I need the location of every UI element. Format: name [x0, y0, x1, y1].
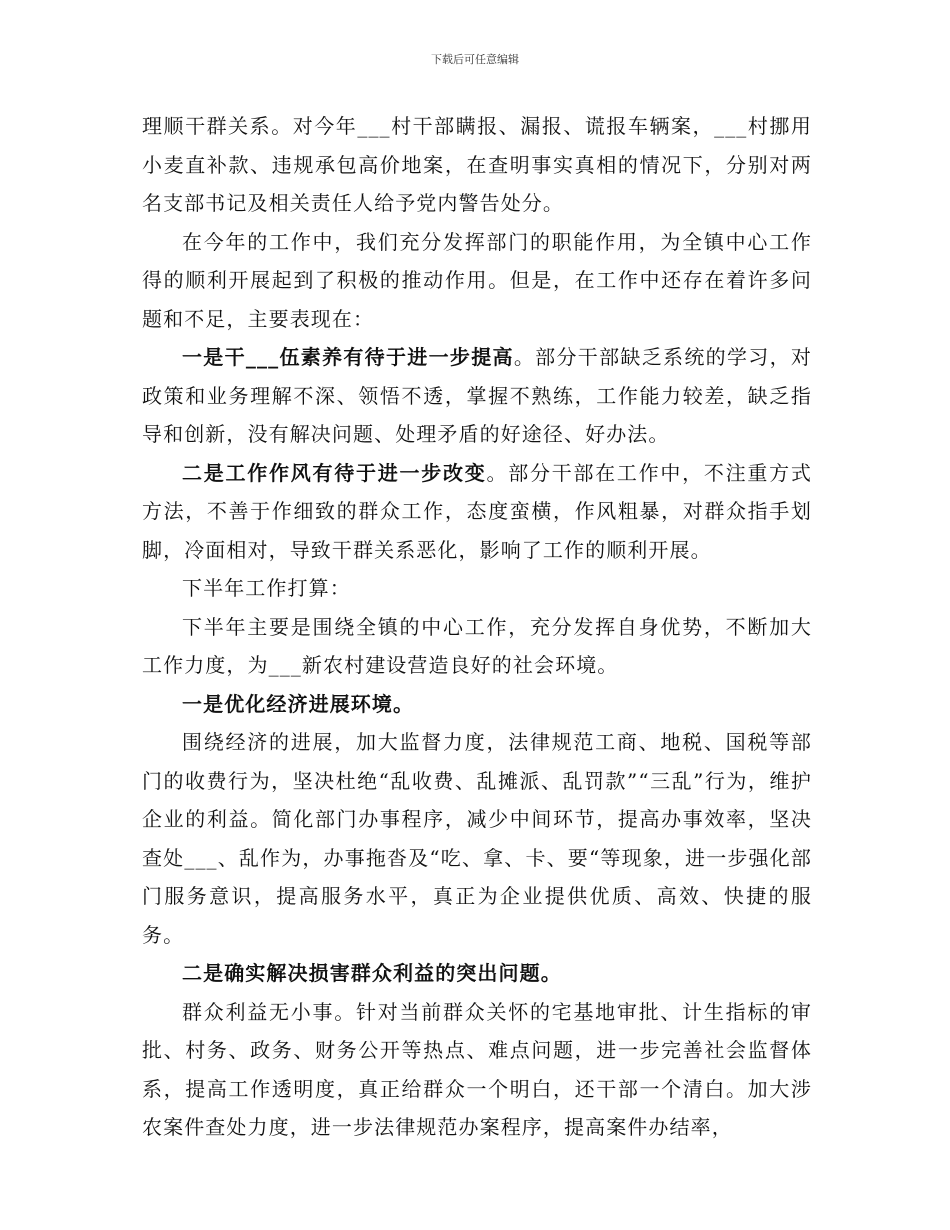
paragraph-4: [142, 454, 812, 570]
paragraph-6: [142, 608, 812, 685]
paragraph-10: [142, 993, 812, 1147]
paragraph-7: [142, 685, 812, 724]
paragraph-text: 理顺干群关系。对今年___村干部瞒报、漏报、谎报车辆案，___村挪用小麦直补款、违规承包高价地案，在查明事实真相的情况下，分别对两名支部书记及相关责任人给予党内警告处分。: [142, 114, 812, 215]
paragraph-text: 下半年主要是围绕全镇的中心工作，充分发挥自身优势，不断加大工作力度，为___新农村建设营造良好的社会环境。: [142, 614, 812, 677]
paragraph-2: [142, 223, 812, 339]
paragraph-9: [142, 954, 812, 993]
paragraph-text: 。部分干部在工作中，不注重方式方法，不善于作细致的群众工作，态度蛮横，作风粗暴，对群众指手划脚，冷面相对，导致干群关系恶化，影响了工作的顺利开展。: [142, 460, 812, 562]
paragraph-1: [142, 107, 812, 223]
paragraph-8: [142, 723, 812, 954]
paragraph-heading: 一是优化经济进展环境。: [182, 691, 415, 716]
paragraph-heading: 二是确实解决损害群众利益的突出问题。: [182, 961, 562, 985]
paragraph-3: [142, 338, 812, 454]
paragraph-text: 群众利益无小事。针对当前群众关怀的宅基地审批、计生指标的审批、村务、政务、财务公开等热点、难点问题，进一步完善社会监督体系，提高工作透明度，真正给群众一个明白，还干部一个清白。加大涉农案件查处力度，进一步法律规范办案程序，提高案件办结率，: [142, 999, 812, 1139]
page-header: 下载后可任意编辑: [431, 53, 519, 66]
paragraph-text: 围绕经济的进展，加大监督力度，法律规范工商、地税、国税等部门的收费行为，坚决杜绝“乱收费、乱摊派、乱罚款”“三乱”行为，维护企业的利益。简化部门办事程序，减少中间环节，提高办事效率，坚决查处___、乱作为，办事拖沓及“吃、拿、卡、要“等现象，进一步强化部门服务意识，提高服务水平，真正为企业提供优质、高效、快捷的服务。: [142, 730, 812, 947]
paragraph-text: 在今年的工作中，我们充分发挥部门的职能作用，为全镇中心工作得的顺利开展起到了积极的推动作用。但是，在工作中还存在着许多问题和不足，主要表现在：: [142, 229, 812, 331]
paragraph-heading: 二是工作作风有待于进一步改变: [182, 460, 487, 485]
paragraph-text: 。部分干部缺乏系统的学习，对政策和业务理解不深、领悟不透，掌握不熟练，工作能力较差，缺乏指导和创新，没有解决问题、处理矛盾的好途径、好办法。: [142, 345, 812, 446]
paragraph-heading: 一是干___伍素养有待于进一步提高: [182, 345, 514, 369]
paragraph-5: [142, 569, 812, 608]
document-body: [142, 107, 812, 1147]
paragraph-text: 下半年工作打算：: [182, 576, 351, 600]
